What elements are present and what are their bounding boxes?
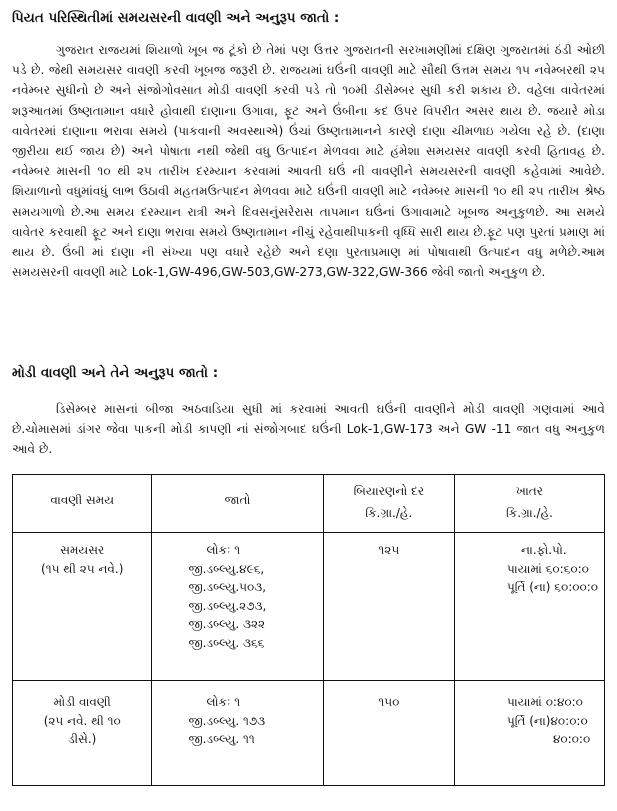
paragraph-late-sowing: ડિસેમ્બર માસનાં બીજા અઠવાડિયા સુધી માં કરવામાં આવતી ઘઉંની વાવણીને મોડી વાવણી ગણવામાં આવે છે.ચોમાસમાં ડાંગર જેવા પાકની મોડી કાપણી નાં સંજોગબાદ ઘઉંની Lok-1,GW-173 અને GW -11 જાત વધુ અનુકુળ આવે છે. [12,402,605,457]
sowing-table [12,474,605,786]
cell-fertilizer: ના.ફો.પો. પાયામાં ૬૦:૬૦:૦ પૂર્તિ (ના) ૬૦:૦૦:૦ [454,533,604,681]
table-row [13,681,605,786]
table-row [13,533,605,681]
table-header-row [13,475,605,533]
cell-varieties: લોકઃ ૧ જી.ડબ્લ્યુ. ૧૭૩ જી.ડબ્લ્યુ. ૧૧ [152,681,323,786]
header-fertilizer: ખાતર કિ.ગ્રા./હે. [454,475,604,533]
section-heading-timely-sowing: પિયત પરિસ્થિતીમાં સમયસરની વાવણી અને અનુરૂપ જાતો : [12,10,340,26]
cell-varieties: લોકઃ ૧ જી.ડબ્લ્યુ.૪૯૬, જી.ડબ્લ્યુ.૫૦૩, જી.ડબ્લ્યુ.૨૭૩, જી.ડબ્લ્યુ. ૩૨૨ જી.ડબ્લ્યુ. ૩૬૬ [152,533,323,681]
header-varieties: જાતો [152,475,323,533]
header-sowing-time: વાવણી સમય [13,475,152,533]
section-heading-late-sowing: મોડી વાવણી અને તેને અનુરૂપ જાતો : [12,365,219,381]
paragraph-timely-sowing: ગુજરાત રાજયમાં શિયાળો ખૂબ જ ટૂંકો છે તેમાં પણ ઉત્તર ગુજરાતની સરખામણીમાં દક્ષિણ ગુજરાતમાં ઠંડી ઓછી પડે છે. જેથી સમયસર વાવણી કરવી ખૂબજ જરૂરી છે. રાજયમાં ઘઉંની વાવણી માટે સૌથી ઉત્તમ સમય ૧૫ નવેમ્બરથી ૨૫ નવેમ્બર સુધીનો છે અને સંજોગોવસાત મોડી વાવણી કરવી પડે તો ૧૦મી ડીસેમ્બર સુધી કરી શકાય છે. વહેલા વાવેતરમાં શરૂઆતમાં ઉષ્ણતામાન વધારે હોવાથી દાણાના ઉગાવા, ફૂટ અને ઉંબીના કદ ઉપર વિપરીત અસર થાય છે. જયારે મોડા વાવેતરમાં દાણાના ભરાવા સમયે (પાકવાની અવસ્થાએ) ઉંચાં ઉષ્ણતામાનને કારણે દાણા ચીમળાઇ ગયેલા રહે છે. (દાણા જીરીયા થઈ જાય છે) અને પોષાતા નથી જેથી વધુ ઉત્પાદન મેળવવા માટે હંમેશા સમયસર વાવણી કરવી હિતાવહ છે. નવેમ્બર માસની ૧૦ થી ૨૫ તારીખ દરમ્યાન કરવામાં આવતી ઘઉં ની વાવણીને સમયસરની વાવણી કહેવામાં આવેછે. શિયાળાનો વધુમાંવધું લાભ ઉઠાવી મહતમઉત્પાદન મેળવવા માટે ઘઉંની વાવણી માટે નવેમ્બર માસની ૧૦ થી ૨૫ તારીખ શ્રેષ્ઠ સમયગાળો છે.આ સમય દરમ્યાન રાત્રી અને દિવસનુંસરેરાસ તાપમાન ઘઉંનાં ઉગાવામાટે ખૂબજ અનુકુળછે. આ સમયે વાવેતર કરવાથી ફૂટ અને દાણા ભરાવા સમયે ઉષ્ણતામાન નીચું રહેવાથીપાકની વૃધ્ધિ સારી થાય છે.ફૂટ પણ પુરતાં પ્રમાણ માં થાય છે. ઉંબી માં દાણા ની સંખ્યા પણ વધારે રહેછે અને દણા પુરતાપ્રમાણ માં પોષાવાથી ઉત્પાદન વધુ મળેછે.આમ સમયસરની વાવણી માટે Lok-1,GW-496,GW-503,GW-273,GW-322,GW-366 જેવી જાતો અનુકુળ છે. [12,43,605,280]
cell-sowing-time: મોડી વાવણી (૨૫ નવે. થી ૧૦ ડીસે.) [13,681,152,786]
cell-fertilizer: પાયામાં ૦:૪૦:૦ પૂર્તિ (ના)૪૦:૦:૦ ૪૦:૦:૦ [454,681,604,786]
header-seed-rate: બિયારણનો દર કિ.ગ્રા./હે. [323,475,454,533]
cell-sowing-time: સમયસર (૧૫ થી ૨૫ નવે.) [13,533,152,681]
cell-seed-rate: ૧૨૫ [323,533,454,681]
cell-seed-rate: ૧૫૦ [323,681,454,786]
